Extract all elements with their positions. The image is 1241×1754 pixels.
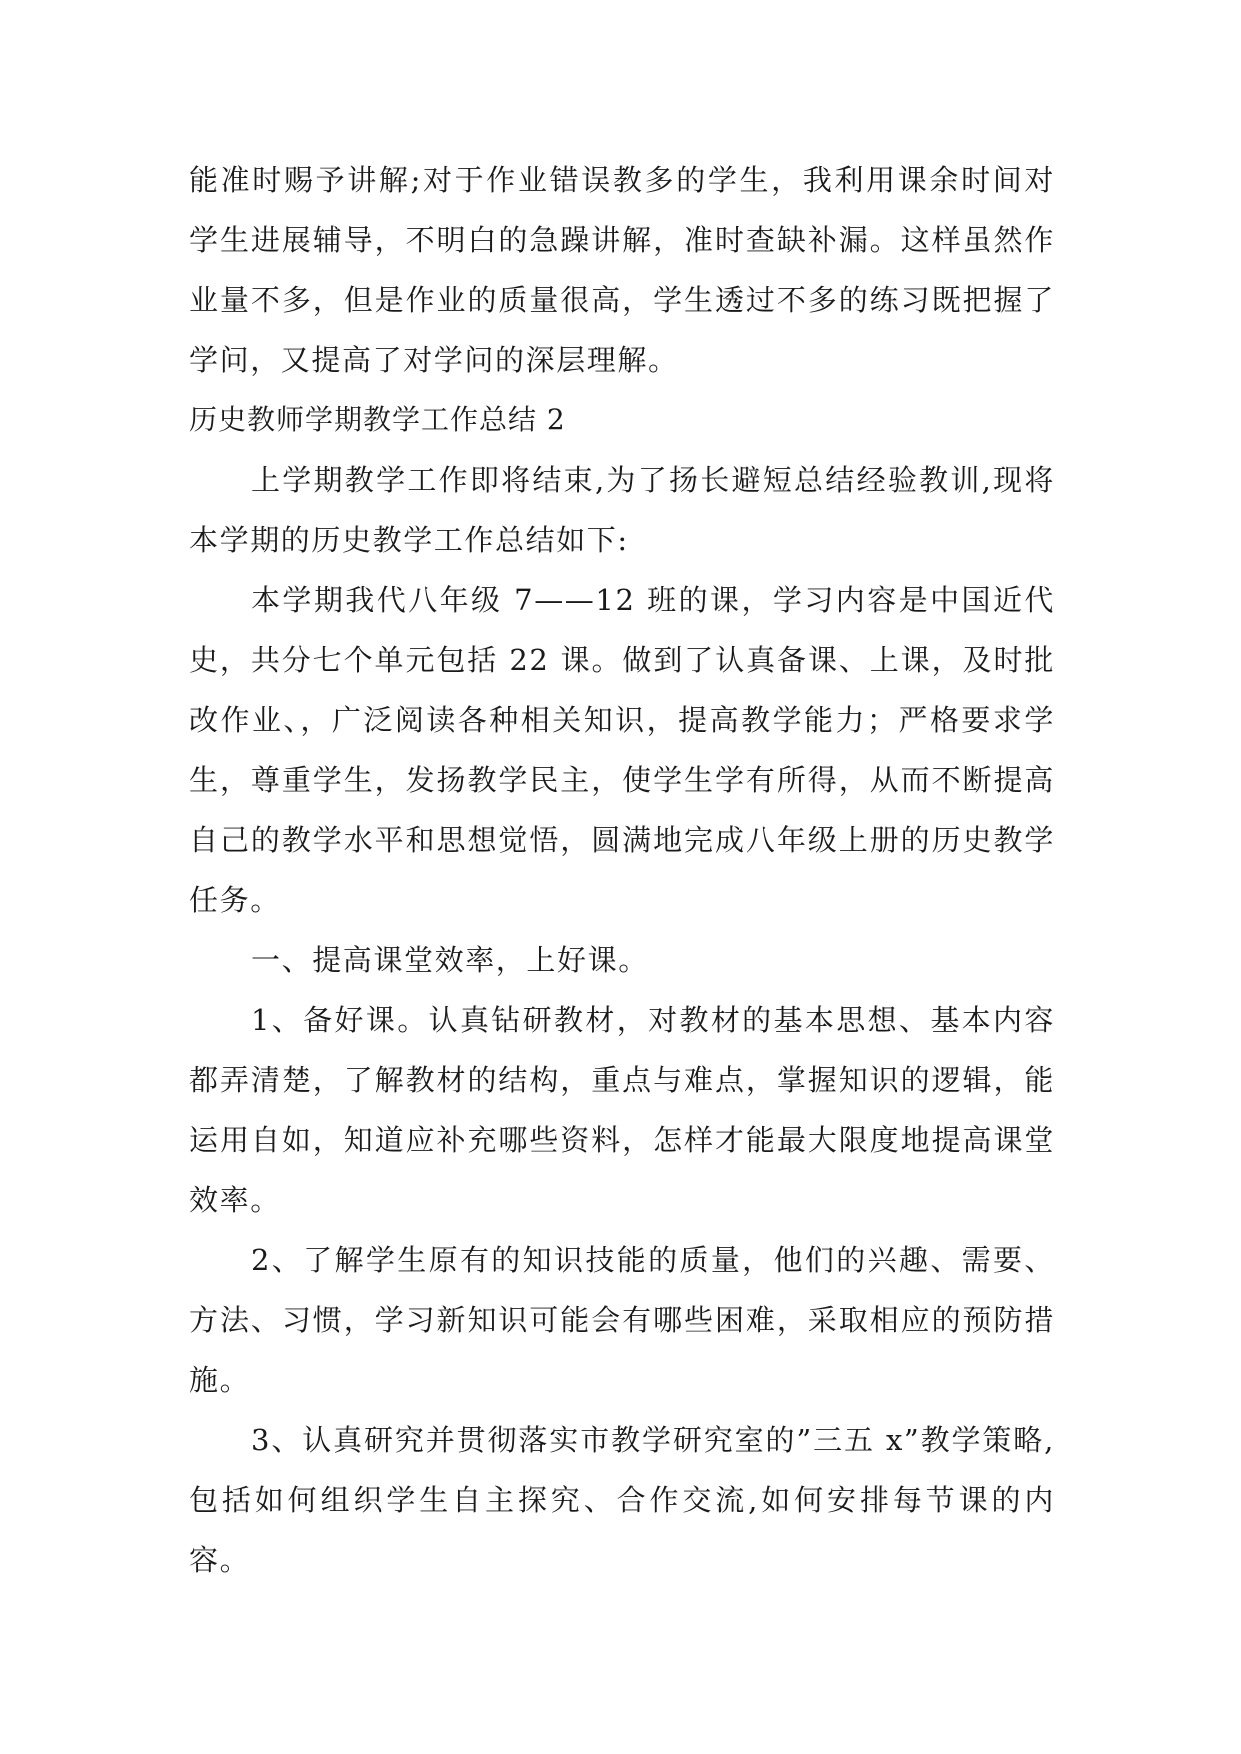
paragraph-item-1: 1、备好课。认真钻研教材，对教材的基本思想、基本内容都弄清楚，了解教材的结构，重点与难点，掌握知识的逻辑，能运用自如，知道应补充哪些资料，怎样才能最大限度地提高课堂效率。 [189,1003,1055,1217]
paragraph-intro: 上学期教学工作即将结束,为了扬长避短总结经验教训,现将本学期的历史教学工作总结如下: [189,463,1055,557]
document-body [189,150,1055,1590]
paragraph-continuation: 能准时赐予讲解;对于作业错误教多的学生，我利用课余时间对学生进展辅导，不明白的急躁讲解，准时查缺补漏。这样虽然作业量不多，但是作业的质量很高，学生透过不多的练习既把握了学问，又提高了对学问的深层理解。 [189,163,1055,377]
section-heading: 历史教师学期教学工作总结 2 [189,403,566,436]
paragraph-item-3: 3、认真研究并贯彻落实市教学研究室的”三五 x”教学策略,包括如何组织学生自主探究、合作交流,如何安排每节课的内容。 [189,1423,1055,1577]
paragraph-section-one-title: 一、提高课堂效率，上好课。 [251,943,649,977]
paragraph-item-2: 2、了解学生原有的知识技能的质量，他们的兴趣、需要、方法、习惯，学习新知识可能会有哪些困难，采取相应的预防措施。 [189,1243,1055,1397]
paragraph-overview: 本学期我代八年级 7——12 班的课，学习内容是中国近代史，共分七个单元包括 22 课。做到了认真备课、上课，及时批改作业、，广泛阅读各种相关知识，提高教学能力；严格要求学生，尊重学生，发扬教学民主，使学生学有所得，从而不断提高自己的教学水平和思想觉悟，圆满地完成八年级上册的历史教学任务。 [189,583,1055,917]
